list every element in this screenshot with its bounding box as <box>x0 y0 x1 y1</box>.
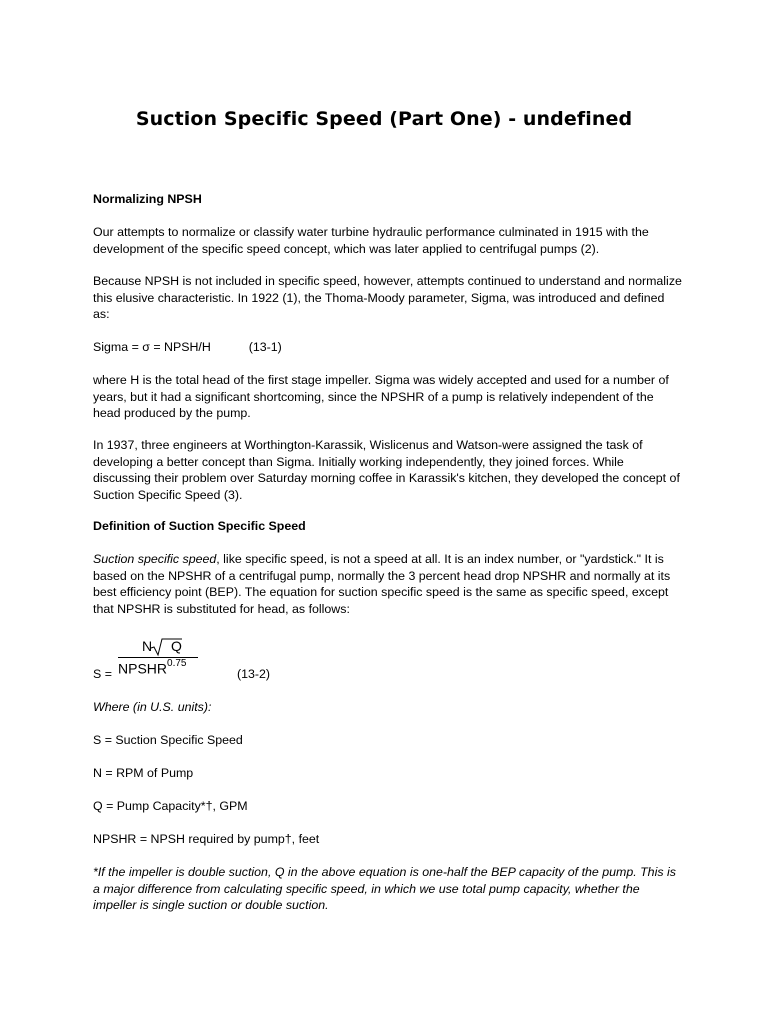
section-heading-normalizing: Normalizing NPSH <box>93 192 202 206</box>
definition-n: N = RPM of Pump <box>93 766 194 780</box>
paragraph-2: Because NPSH is not included in specific speed, however, attempts continued to understand and normalize this elusive characteristic. In 1922 (1), the Thoma-Moody parameter, Sigma, was introduced and defined as: <box>93 274 682 321</box>
equation-lhs: S = <box>93 667 112 681</box>
definition-q: Q = Pump Capacity*†, GPM <box>93 799 248 813</box>
footnote: *If the impeller is double suction, Q in the above equation is one-half the BEP capacity of the pump. This is a major difference from calculating specific speed, in which we use total pump capacity, whether the impeller is single suction or double suction. <box>93 865 676 912</box>
fraction-bar <box>118 657 198 658</box>
numerator-n: N <box>142 638 153 654</box>
definition-s: S = Suction Specific Speed <box>93 733 243 747</box>
denominator-exponent: 0.75 <box>167 658 187 669</box>
paragraph-4: In 1937, three engineers at Worthington-Karassik, Wislicenus and Watson-were assigned the task of developing a better concept than Sigma. Initially working independently, they joined forces. While discussing their problem over Saturday morning coffee in Karassik's kitchen, they developed the concept of Suction Specific Speed (3). <box>93 438 680 502</box>
square-root-icon <box>140 638 200 658</box>
definition-npshr: NPSHR = NPSH required by pump†, feet <box>93 832 320 846</box>
equation-13-1: Sigma = σ = NPSH/H (13-1) <box>93 340 282 354</box>
term-suction-specific-speed: Suction specific speed <box>93 552 217 566</box>
numerator-q: Q <box>171 638 182 654</box>
paragraph-3: where H is the total head of the first stage impeller. Sigma was widely accepted and used for a number of years, but it had a significant shortcoming, since the NPSHR of a pump is relatively independent of the head produced by the pump. <box>93 373 669 420</box>
equation-label-13-2: (13-2) <box>237 667 271 681</box>
page-title: Suction Specific Speed (Part One) - undefined <box>135 108 633 130</box>
paragraph-1: Our attempts to normalize or classify water turbine hydraulic performance culminated in 1915 with the development of the specific speed concept, which was later applied to centrifugal pumps (2). <box>93 225 649 256</box>
paragraph-5-text: , like specific speed, is not a speed at all. It is an index number, or "yardstick." It is based on the NPSHR of a centrifugal pump, normally the 3 percent head drop NPSHR and normally at its best efficiency point (BEP). The equation for suction specific speed is the same as specific speed, except that NPSHR is substituted for head, as follows: <box>93 552 671 616</box>
fraction-numerator <box>140 638 200 658</box>
denominator-npshr: NPSHR <box>118 660 168 677</box>
paragraph-5 <box>93 551 683 617</box>
where-units-label: Where (in U.S. units): <box>93 700 212 714</box>
section-heading-definition: Definition of Suction Specific Speed <box>93 519 306 533</box>
fraction-denominator <box>118 660 186 677</box>
